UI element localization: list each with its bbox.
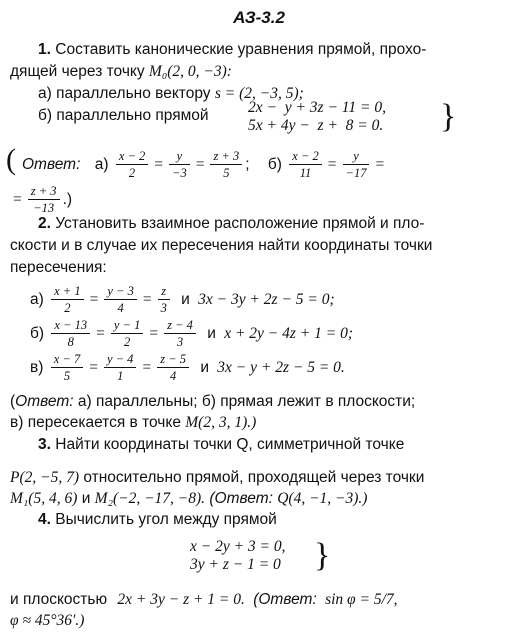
page-title: АЗ-3.2: [233, 8, 285, 27]
answer-1-fraction-4: $\frac{x - 2}{11}$: [289, 149, 321, 180]
problem-2-item-b: б) $\frac{x - 13}{8}$ = $\frac{y - 1}{2}$ = $\frac{z - 4}{3}$ и x + 2y − 4z + 1 = 0;: [30, 318, 353, 350]
problem-1-number: 1.: [38, 41, 51, 58]
problem-4-system-brace: }: [314, 537, 331, 574]
answer-1-line-1: Ответ: а) $\frac{x - 2}{2}$ = $\frac{y}{-3}$ = $\frac{z + 3}{5}$ ; б) $\frac{x - 2}{11}$ = $\frac{y}{-17}$ =: [22, 149, 385, 181]
problem-4-number: 4.: [38, 511, 51, 528]
answer-1-close: .): [62, 191, 73, 208]
answer-1-fraction-2: $\frac{y}{-3}$: [169, 149, 190, 180]
problem-1-item-b: [38, 106, 209, 126]
problem-4-system-line-2: 3y + z − 1 = 0: [190, 556, 281, 573]
problem-2-plane-a: 3x − 3y + 2z − 5 = 0;: [198, 291, 335, 308]
answer-1-a: а): [94, 156, 109, 173]
problem-4-line-last: и плоскостью 2x + 3y − z + 1 = 0. (Ответ: sin φ = 5/7,: [10, 591, 398, 608]
problem-2-plane-b: x + 2y − 4z + 1 = 0;: [224, 325, 353, 342]
problem-2-plane-c: 3x − y + 2z − 5 = 0.: [217, 359, 345, 376]
answer-1-line-2: = $\frac{z + 3}{-13}$ .): [13, 184, 73, 216]
problem-4-system-line-1: x − 2y + 3 = 0,: [190, 538, 286, 555]
answer-1-b: б): [267, 156, 282, 173]
problem-4-line-1: 4. Вычислить угол между прямой: [38, 511, 277, 528]
problem-1-item-b-text: б) параллельно прямой: [38, 107, 209, 124]
problem-2-line-1: [38, 214, 424, 234]
problem-1-vector: s = (2, −3, 5);: [214, 85, 304, 102]
answer-1-open-paren: (: [6, 143, 16, 176]
problem-1-text-1: Составить канонические уравнения прямой, прохо-: [55, 41, 427, 58]
problem-2-item-a: а) $\frac{x + 1}{2}$ = $\frac{y - 3}{4}$ = $\frac{z}{3}$ и 3x − 3y + 2z − 5 = 0;: [30, 284, 335, 316]
problem-1-line-1: [38, 40, 426, 60]
problem-1-text-2: дящей через точку: [10, 63, 145, 80]
problem-2-line-3: пересечения:: [10, 259, 107, 276]
answer-2-line-1: (Ответ: а) параллельны; б) прямая лежит в плоскости;: [10, 393, 416, 410]
problem-1-point: M₀(2, 0, −3):: [148, 63, 232, 80]
problem-2-text-1: Установить взаимное расположение прямой и пло-: [55, 215, 425, 232]
answer-1-label: Ответ:: [22, 156, 81, 173]
answer-1-fraction-5: $\frac{y}{-17}$: [343, 149, 370, 180]
problem-1-item-a-text: а) параллельно вектору: [38, 85, 211, 102]
answer-1-fraction-6: $\frac{z + 3}{-13}$: [28, 184, 60, 215]
problem-2-line-2: скости и в случае их пересечения найти координаты точки: [10, 237, 433, 254]
problem-1-line-2: [10, 62, 232, 82]
problem-3-line-3: M₁(5, 4, 6) и M₂(−2, −17, −8). (Ответ: Q(4, −1, −3).): [10, 490, 368, 507]
problem-1-system-line-1: 2x − y + 3z − 11 = 0,: [248, 99, 386, 116]
problem-3-line-1: 3. Найти координаты точки Q, симметричной точке: [38, 436, 405, 453]
problem-2-item-c: в) $\frac{x - 7}{5}$ = $\frac{y - 4}{1}$ = $\frac{z - 5}{4}$ и 3x − y + 2z − 5 = 0.: [30, 352, 345, 384]
problem-1-system-line-2: 5x + 4y − z + 8 = 0.: [248, 117, 384, 134]
problem-3-number: 3.: [38, 436, 51, 453]
problem-3-line-2: P(2, −5, 7) относительно прямой, проходящей через точки: [10, 469, 425, 486]
problem-2-number: 2.: [38, 215, 51, 232]
problem-1-system-brace: }: [440, 98, 457, 135]
answer-1-fraction-1: $\frac{x - 2}{2}$: [116, 149, 148, 180]
problem-4-line-final: φ ≈ 45°36′.): [10, 612, 85, 629]
answer-1-fraction-3: $\frac{z + 3}{5}$: [210, 149, 242, 180]
answer-2-line-2: в) пересекается в точке M(2, 3, 1).): [10, 414, 257, 431]
